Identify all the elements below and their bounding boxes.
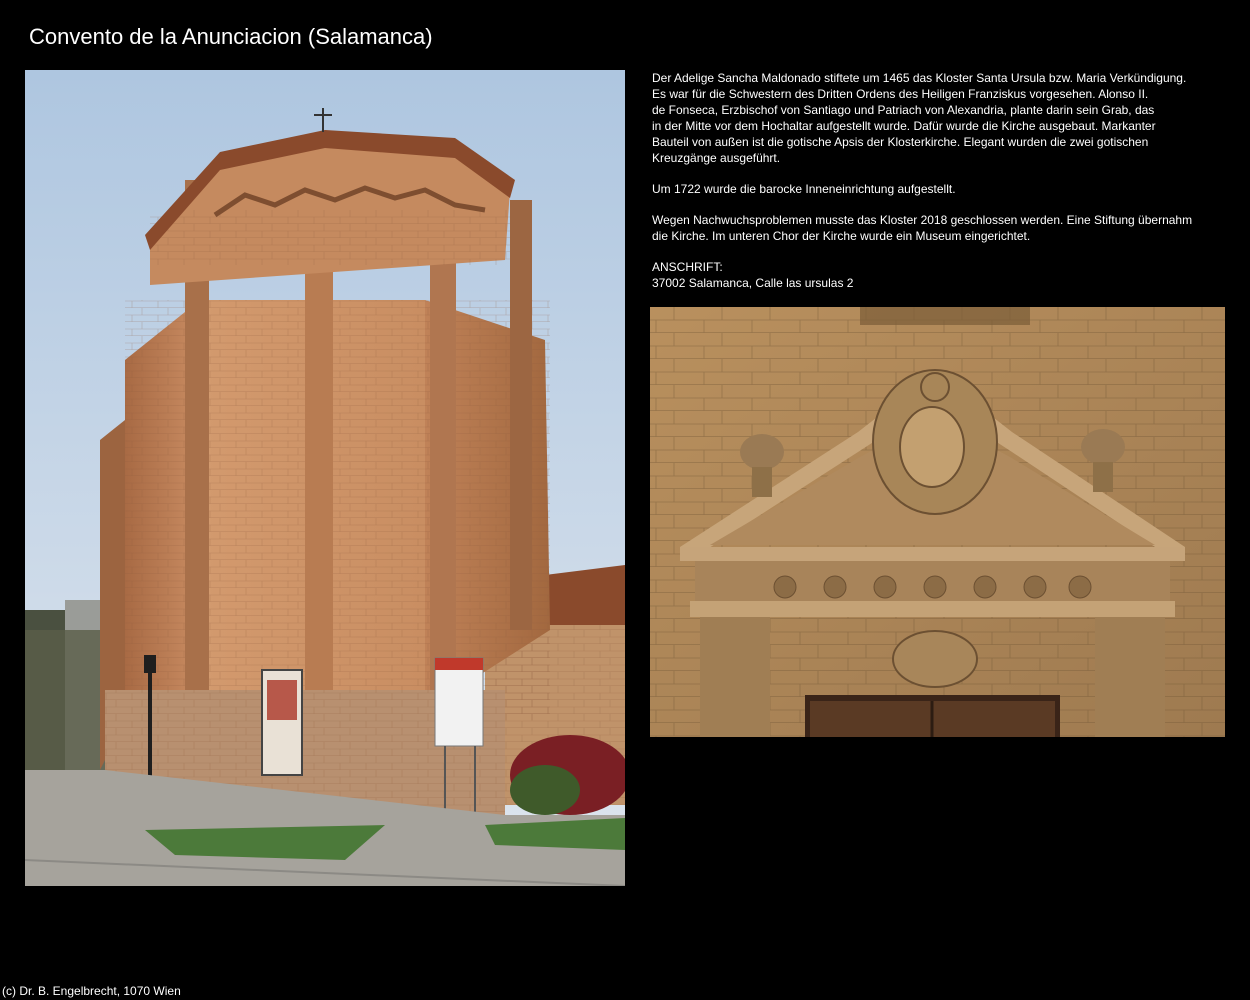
copyright-footer: (c) Dr. B. Engelbrecht, 1070 Wien [2, 984, 181, 998]
description-text [652, 70, 1212, 291]
portal-pediment-photo [650, 307, 1225, 737]
description-paragraph: Wegen Nachwuchsproblemen musste das Kloster 2018 geschlossen werden. Eine Stiftung übernahm die Kirche. Im unteren Chor der Kirche wurde ein Museum eingerichtet. [652, 213, 1193, 243]
description-paragraph: Der Adelige Sancha Maldonado stiftete um 1465 das Kloster Santa Ursula bzw. Maria Verkündigung. Es war für die Schwestern des Dritten Ordens des Heiligen Franziskus vorgesehen. Alonso II. de Fonseca, Erzbischof von Santiago und Patriach von Alexandria, plante darin sein Grab, das in der Mitte vor dem Hochaltar aufgestellt wurde. Dafür wurde die Kirche ausgebaut. Markanter Bauteil von außen ist die gotische Apsis der Klosterkirche. Elegant wurden die zwei gotischen Kreuzgänge ausgeführt. [652, 71, 1187, 165]
description-paragraph: Um 1722 wurde die barocke Inneneinrichtung aufgestellt. [652, 182, 956, 196]
page-title: Convento de la Anunciacion (Salamanca) [29, 24, 433, 49]
address-block: ANSCHRIFT: 37002 Salamanca, Calle las ursulas 2 [652, 260, 854, 290]
apse-tower-photo [25, 70, 625, 886]
